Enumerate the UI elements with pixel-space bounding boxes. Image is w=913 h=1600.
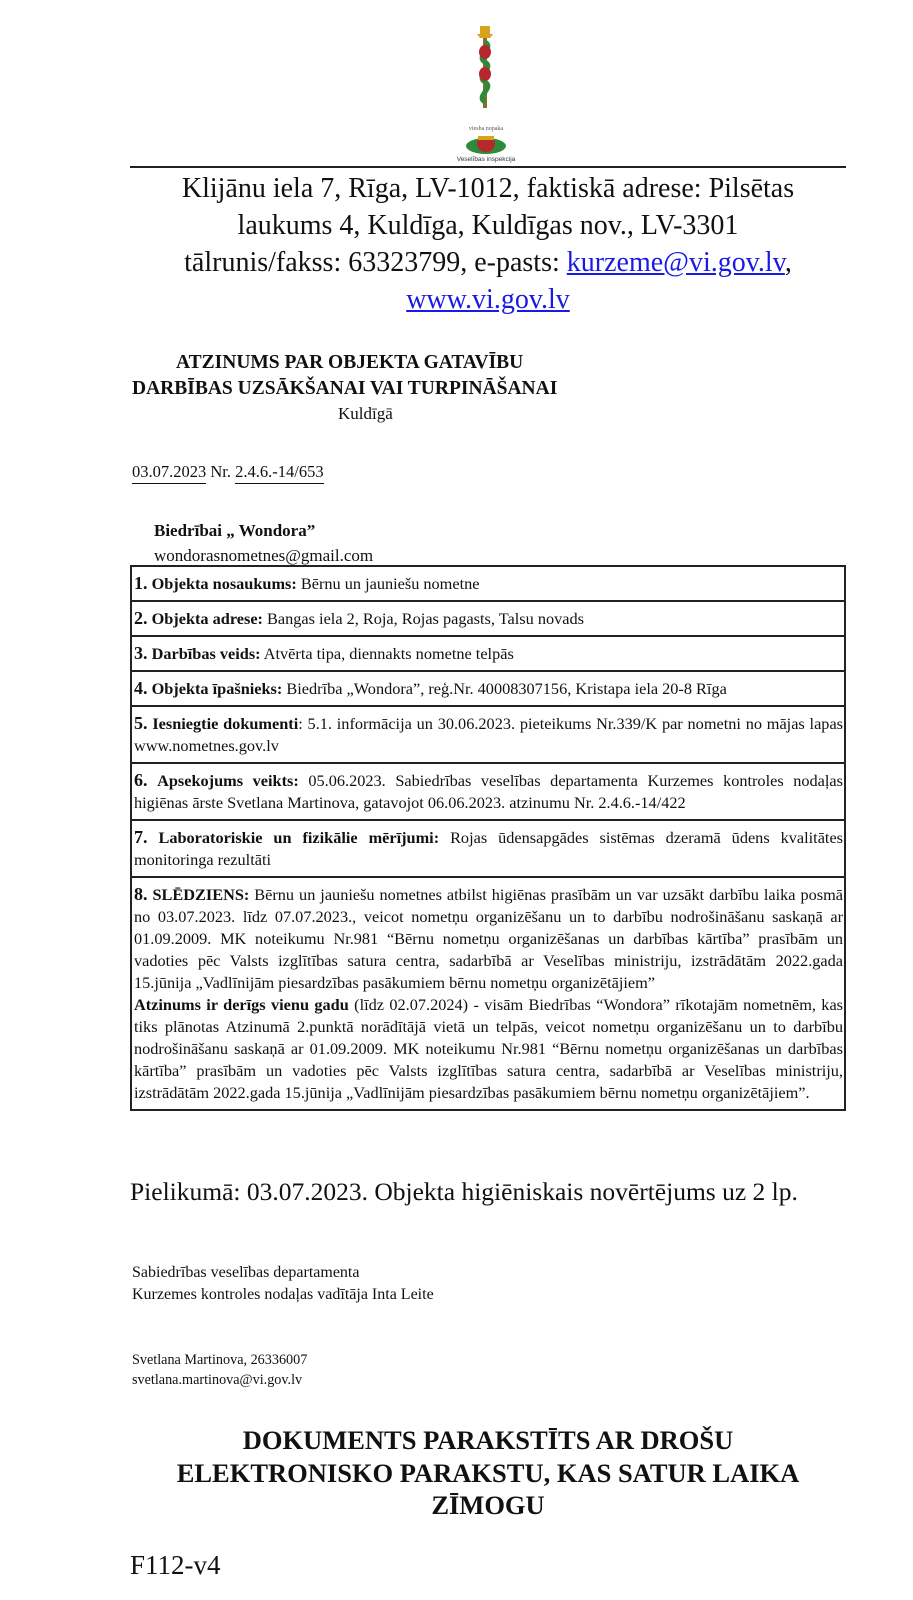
table-row xyxy=(131,706,845,763)
table-row xyxy=(131,601,845,636)
item-label: Objekta adrese: xyxy=(151,609,263,628)
recipient-name: Biedrībai „ Wondora” xyxy=(154,521,316,540)
document-number: 2.4.6.-14/653 xyxy=(235,462,323,484)
header-address xyxy=(130,170,846,318)
contact-email: svetlana.martinova@vi.gov.lv xyxy=(132,1372,303,1388)
address-line: Klijānu iela 7, Rīga, LV-1012, faktiskā adrese: Pilsētas xyxy=(181,173,795,204)
contact-name: Svetlana Martinova, 26336007 xyxy=(132,1352,308,1368)
item-number: 7. xyxy=(134,827,148,847)
item-number: 3. xyxy=(134,643,148,663)
findings-table xyxy=(130,565,846,1111)
contact-block xyxy=(132,1350,307,1390)
recipient-block xyxy=(154,518,373,568)
item-text: Atvērta tipa, diennakts nometne telpās xyxy=(260,644,514,663)
form-code: F112-v4 xyxy=(130,1550,221,1580)
document-title xyxy=(132,350,557,402)
conclusion-paragraph xyxy=(134,883,843,994)
item-number: 4. xyxy=(134,678,148,698)
item-number: 1. xyxy=(134,573,148,593)
table-row xyxy=(131,763,845,820)
table-row xyxy=(131,820,845,877)
item-label: Apsekojums veikts: xyxy=(157,771,299,790)
item-label: Darbības veids: xyxy=(151,644,261,663)
item-number: 2. xyxy=(134,608,148,628)
notice-line: DOKUMENTS PARAKSTĪTS AR DROŠU xyxy=(242,1425,734,1455)
notice-line: ELEKTRONISKO PARAKSTU, KAS SATUR LAIKA xyxy=(176,1457,800,1488)
table-row xyxy=(131,636,845,671)
notice-line: ZĪMOGU xyxy=(431,1490,545,1520)
item-text: Bangas iela 2, Roja, Rojas pagasts, Talsu novads xyxy=(262,609,584,628)
table-row xyxy=(131,877,845,1110)
validity-text: (līdz 02.07.2024) - visām Biedrības “Wondora” rīkotajām nometnēm, kas tiks plānotas Atzinumā 2.punktā norādītājā vietā un telpās, veicot nometņu organizēšanu un to darbību nodrošināšanu saskaņā ar 01.09.2009. MK noteikumu Nr.981 “Bērnu nometņu organizēšanas un darbības kārtība” prasībām un vadoties pēc Valsts izglītības satura centra, sadarbībā ar Veselības ministriju, izstrādātām 2022.gada 15.jūnija „Vadlīnijām piesardzības pasākumiem bērnu nometņu organizētājiem”. xyxy=(134,995,844,1102)
item-label: Iesniegtie dokumenti xyxy=(152,714,299,733)
email-link[interactable]: kurzeme@vi.gov.lv xyxy=(566,247,785,278)
registration-line xyxy=(132,462,324,482)
item-label: Objekta īpašnieks: xyxy=(151,679,283,698)
item-text: Rojas ūdensapgādes sistēmas dzeramā ūdens kvalitātes monitoringa rezultāti xyxy=(134,828,844,869)
recipient-email: wondorasnometnes@gmail.com xyxy=(154,546,374,565)
title-line: DARBĪBAS UZSĀKŠANAI VAI TURPINĀŠANAI xyxy=(132,378,558,399)
number-label: Nr. xyxy=(210,462,231,481)
header-rule xyxy=(130,166,846,168)
address-line: laukums 4, Kuldīga, Kuldīgas nov., LV-3301 xyxy=(237,210,739,241)
website-link[interactable]: www.vi.gov.lv xyxy=(406,284,570,315)
table-row xyxy=(131,566,845,601)
item-label: SLĒDZIENS: xyxy=(152,885,250,904)
item-number: 8. xyxy=(134,884,148,904)
inspection-logo xyxy=(440,18,532,164)
signer-line: Sabiedrības veselības departamenta xyxy=(132,1264,360,1281)
signer-line: Kurzemes kontroles nodaļas vadītāja Inta Leite xyxy=(132,1286,434,1303)
validity-label: Atzinums ir derīgs vienu gadu xyxy=(134,995,349,1014)
item-text: : 5.1. informācija un 30.06.2023. pieteikums Nr.339/K par nometni no mājas lapas www.nometnes.gov.lv xyxy=(134,714,844,755)
attachment-note: Pielikumā: 03.07.2023. Objekta higiēniskais novērtējums uz 2 lp. xyxy=(130,1177,798,1206)
svg-text:Veselības inspekcija: Veselības inspekcija xyxy=(456,156,516,163)
svg-text:viesba nopaka: viesba nopaka xyxy=(468,126,504,132)
item-label: Objekta nosaukums: xyxy=(151,574,297,593)
signature-notice xyxy=(130,1424,846,1522)
table-row xyxy=(131,671,845,706)
contact-line: tālrunis/fakss: 63323799, e-pasts: kurzeme@vi.gov.lv, xyxy=(184,247,792,278)
item-number: 5. xyxy=(134,713,148,733)
phone-label: tālrunis/fakss: 63323799, e-pasts: xyxy=(184,247,567,278)
item-text: Bērnu un jauniešu nometne xyxy=(296,574,480,593)
title-line: ATZINUMS PAR OBJEKTA GATAVĪBU xyxy=(176,352,524,373)
signer-block xyxy=(132,1262,434,1306)
item-label: Laboratoriskie un fizikālie mērījumi: xyxy=(158,828,440,847)
item-number: 6. xyxy=(134,770,148,790)
item-text: 05.06.2023. Sabiedrības veselības departamenta Kurzemes kontroles nodaļas higiēnas ārste Svetlana Martinova, gatavojot 06.06.2023. atzinumu Nr. 2.4.6.-14/422 xyxy=(134,771,843,812)
document-place: Kuldīgā xyxy=(338,404,393,423)
item-text: Biedrība „Wondora”, reģ.Nr. 40008307156, Kristapa iela 20-8 Rīga xyxy=(282,679,727,698)
item-text: Bērnu un jauniešu nometnes atbilst higiēnas prasībām un var uzsākt darbību laika posmā no 03.07.2023. līdz 07.07.2023., veicot nometņu organizēšanu un to darbību nodrošināšanu saskaņā ar 01.09.2009. MK noteikumu Nr.981 “Bērnu nometņu organizēšanas un darbības kārtība” prasībām un vadoties pēc Valsts izglītības satura centra, sadarbībā ar Veselības ministriju, izstrādātām 2022.gada 15.jūnija „Vadlīnijām piesardzības pasākumiem bērnu nometņu organizētājiem” xyxy=(134,885,843,992)
validity-paragraph xyxy=(134,994,843,1104)
document-date: 03.07.2023 xyxy=(132,462,206,484)
